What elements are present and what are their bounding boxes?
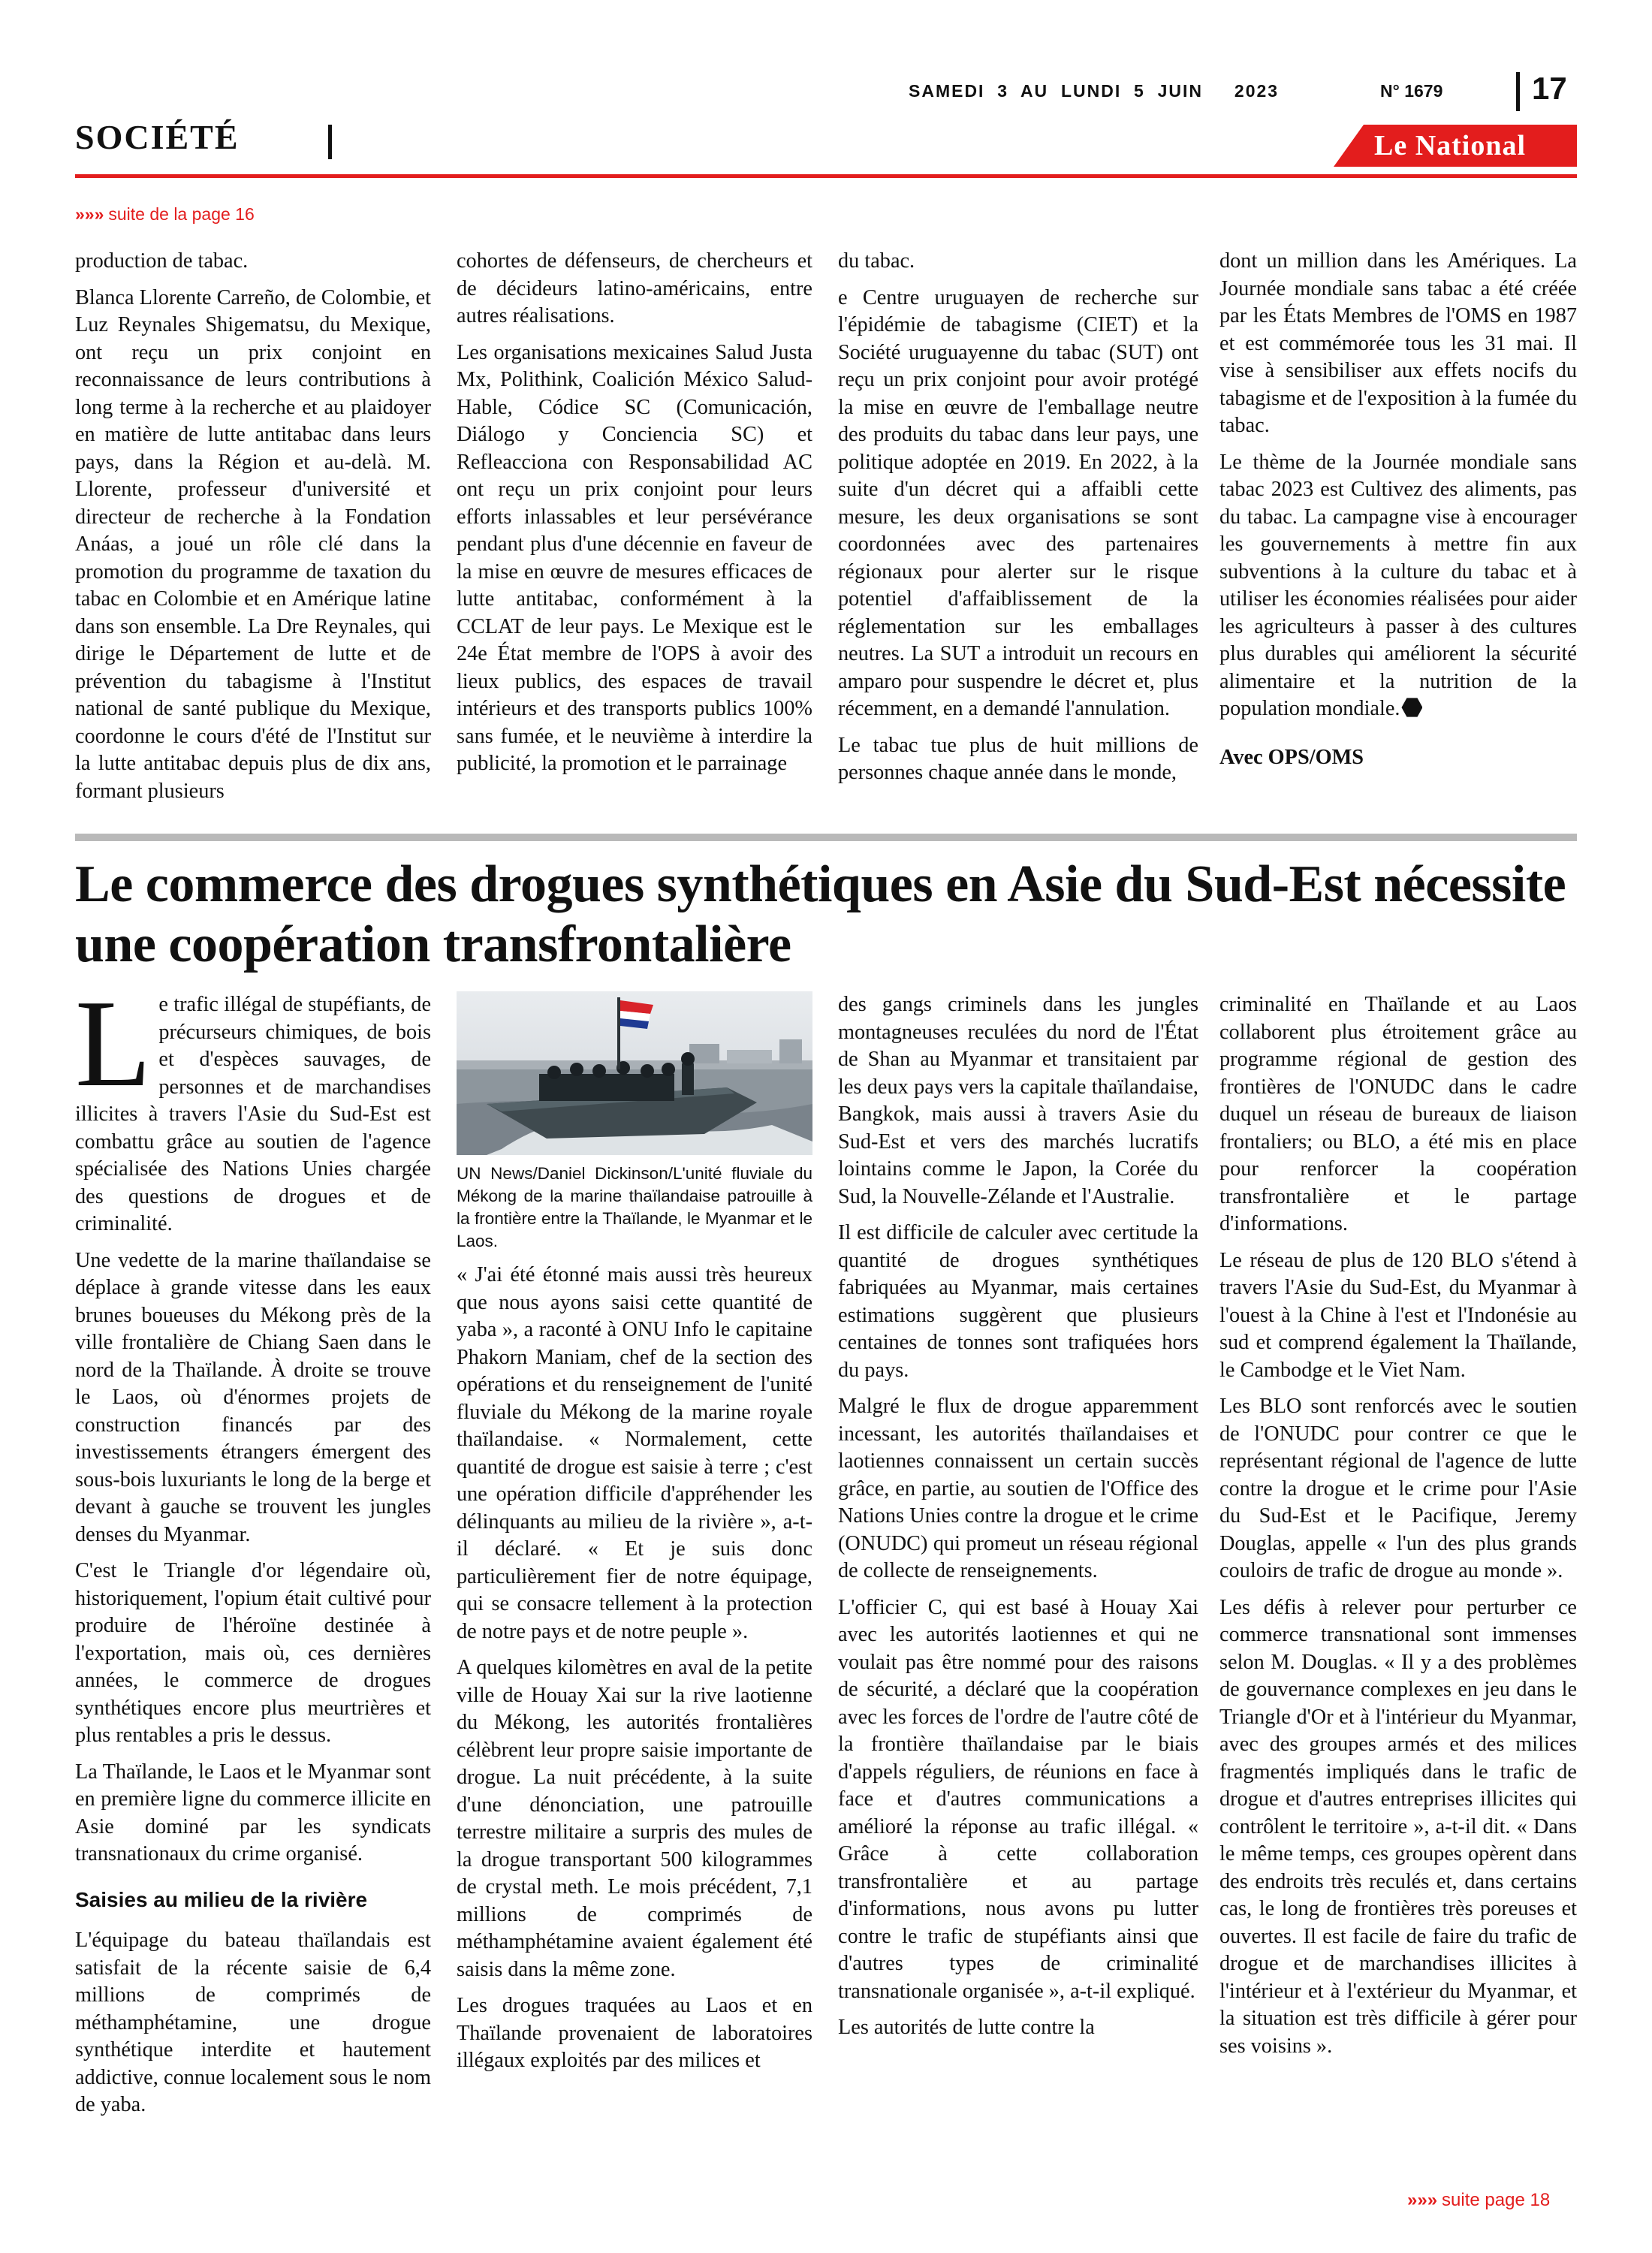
top-article-column-3 [838,248,1198,796]
paragraph-text: Le thème de la Journée mondiale sans tabac 2023 est Cultivez des aliments, pas du tabac. La campagne vise à encourager les gouvernements à mettre fin aux subventions à la culture du tabac et à utiliser les économies réalisées pour aider les agriculteurs à passer à des cultures plus durables qui améliorent la sécurité alimentaire et la nutrition de la population mondiale. [1219,450,1577,720]
paragraph: Les défis à relever pour perturber ce commerce transnational sont immenses selon M. Douglas. « Il y a des problèmes de gouvernance complexes en jeu dans le Triangle d'Or et à l'intérieur du Myanmar, avec des groupes armés et des milices fragmentés impliqués dans le trafic de drogue et d'autres entreprises illicites qui contrôlent le territoire », a-t-il dit. « Dans le même temps, ces groupes opèrent dans des endroits très reculés et, dans certains cas, le long de frontières très poreuses et ouvertes. Il est facile de faire du trafic de drogue et de marchandises illicites à l'intérieur et à l'extérieur du Myanmar, et la situation est très difficile à gérer pour ses voisins ». [1219,1595,1577,2058]
paragraph: Les BLO sont renforcés avec le soutien de l'ONUDC pour contrer ce que le représentant régional de l'agence de lutte contre la drogue et le crime pour l'Asie du Sud-Est et le Pacifique, Jeremy Douglas, appelle « l'un des plus grands couloirs de trafic de drogue au monde ». [1219,1395,1577,1582]
paragraph: du tabac. [838,249,915,273]
issue-date: SAMEDI 3 AU LUNDI 5 JUIN 2023 [909,81,1280,101]
header-divider [1516,72,1520,111]
lead-paragraph [75,974,431,1238]
drop-cap: L [75,974,152,1112]
paragraph: criminalité en Thaïlande et au Laos collaborent plus étroitement grâce au programme régional de gestion des frontières de l'ONUDC dans le cadre duquel un réseau de bureaux de liaison frontaliers; ou BLO, a été mis en place pour renforcer la coopération transfrontalière et le partage d'informations. [1219,993,1577,1235]
brand-name: Le National [1374,130,1527,161]
section-title: SOCIÉTÉ [75,118,240,156]
header-rule [75,174,1577,178]
paragraph: Une vedette de la marine thaïlandaise se déplace à grande vitesse dans les eaux brunes boueuses du Mékong près de la ville frontalière de Chiang Saen dans le nord de la Thaïlande. À droite se trouve le Laos, où d'énormes projets de construction financés par des investissements étrangers émergent des sous-bois luxuriants le long de la berge et devant à gauche se trouvent les jungles denses du Myanmar. [75,1248,431,1546]
main-article-column-3 [838,991,1198,2051]
paragraph: C'est le Triangle d'or légendaire où, historiquement, l'opium était cultivé pour produire de l'héroïne destinée à l'exportation, mais où, ces dernières années, le commerce de drogues synthétiques encore plus meurtrières et plus rentables a pris le dessus. [75,1559,431,1747]
main-article-column-4 [1219,991,1577,2069]
continued-arrows: »»» [75,204,104,224]
paragraph: dont un million dans les Amériques. La Journée mondiale sans tabac a été créée par les États Membres de l'OMS en 1987 et est commémorée tous les 31 mai. Il vise à sensibiliser aux effets nocifs du tabagisme et de l'exposition à la fumée du tabac. [1219,249,1577,437]
top-article-column-1 [75,248,431,814]
continued-from-text: suite de la page 16 [108,204,255,224]
paragraph-with-end-mark [1219,449,1577,723]
paragraph: L'officier C, qui est basé à Houay Xai avec les autorités laotiennes et qui ne voulait pas être nommé pour des raisons de sécurité, a déclaré que la coopération avec les forces de l'ordre de l'autre côté de la frontière thaïlandaise par le biais d'appels réguliers, de réunions en face à face et d'autres communications a amélioré la réponse au trafic illégal. « Grâce à cette collaboration transfrontalière et au partage d'informations, nous avons pu lutter contre le trafic de stupéfiants ainsi que d'autres types de criminalité transnationale organisée », a-t-il expliqué. [838,1595,1198,2003]
article-end-icon [1401,697,1422,718]
article-headline: Le commerce des drogues synthétiques en Asie du Sud-Est nécessite une coopération transfrontalière [75,855,1566,973]
paragraph: L'équipage du bateau thaïlandais est satisfait de la récente saisie de 6,4 millions de comprimés de méthamphétamine, une drogue synthétique interdite et hautement addictive, connue localement sous le nom de yaba. [75,1929,431,2116]
paragraph: La Thaïlande, le Laos et le Myanmar sont en première ligne du commerce illicite en Asie dominé par les syndicats transnationaux du crime organisé. [75,1760,431,1865]
paragraph: Il est difficile de calculer avec certitude la quantité de drogues synthétiques fabriquées au Myanmar, mais certaines estimations suggèrent que plusieurs centaines de tonnes sont trafiquées hors du pays. [838,1221,1198,1382]
patrol-boat-illustration [457,991,812,1155]
article-separator [75,834,1577,841]
paragraph: Les organisations mexicaines Salud Justa Mx, Polithink, Coalición México Salud-Hable, Códice SC (Comunicación, Diálogo y Conciencia SC) et Refleacciona con Responsabilidad AC ont reçu un prix conjoint pour leurs efforts inlassables et leur persévérance pendant plus d'une décennie en faveur de la mise en œuvre de mesures efficaces de lutte antitabac, conformément à la CCLAT de leur pays. Le Mexique est le 24e État membre de l'OPS à avoir des lieux publics, des espaces de travail intérieurs et des transports publics 100% sans fumée, et le neuvième à interdire la publicité, la promotion et le parrainage [457,340,812,775]
paragraph: Blanca Llorente Carreño, de Colombie, et Luz Reynales Shigematsu, du Mexique, ont reçu un prix conjoint en reconnaissance de leurs contributions à long terme à la recherche et au plaidoyer en matière de lutte antitabac dans leurs pays, dans la Région et au-delà. M. Llorente, professeur d'université et directeur de recherche à la Fondation Anáas, a joué un rôle clé dans la promotion du programme de taxation du tabac en Colombie et en Amérique latine dans son ensemble. La Dre Reynales, qui dirige le Département de lutte et de prévention du tabagisme à l'Institut national de santé publique du Mexique, coordonne le cours d'été de l'Institut sur la lutte antitabac depuis plus de dix ans, formant plusieurs [75,285,431,803]
paragraph: Les drogues traquées au Laos et en Thaïlande provenaient de laboratoires illégaux exploités par des milices et [457,1994,812,2072]
top-article-column-2 [457,248,812,787]
issue-number: N° 1679 [1380,81,1443,101]
paragraph: Le tabac tue plus de huit millions de personnes chaque année dans le monde, [838,733,1198,784]
continued-arrows: »»» [1407,2190,1438,2210]
section-subheading: Saisies au milieu de la rivière [75,1887,368,1911]
paragraph: des gangs criminels dans les jungles montagneuses reculées du nord de l'État de Shan au Myanmar et transitaient par les deux pays vers la capitale thaïlandaise, Bangkok, mais aussi à travers Asie du Sud-Est et vers des marchés lucratifs lointains comme le Japon, la Corée du Sud, la Nouvelle-Zélande et l'Australie. [838,993,1198,1208]
photo-caption: UN News/Daniel Dickinson/L'unité fluviale du Mékong de la marine thaïlandaise patrouille à la frontière entre la Thaïlande, le Myanmar et le Laos. [457,1164,812,1250]
paragraph: Malgré le flux de drogue apparemment incessant, les autorités thaïlandaises et laotiennes connaissent un certain succès grâce, en partie, au soutien de l'Office des Nations Unies contre la drogue et le crime (ONUDC) qui promeut un réseau régional de collecte de renseignements. [838,1395,1198,1582]
article-signature: Avec OPS/OMS [1219,745,1364,769]
top-article-column-4 [1219,248,1577,780]
paragraph: A quelques kilomètres en aval de la petite ville de Houay Xai sur la rive laotienne du Mékong, les autorités frontalières célèbrent leur propre saisie importante de drogue. La nuit précédente, à la suite d'une dénonciation, une patrouille terrestre militaire a surpris des mules de la drogue transportant 500 kilogrammes de crystal meth. Le mois précédent, 7,1 millions de comprimés de méthamphétamine avaient également été saisis dans la même zone. [457,1656,812,1981]
paragraph: e Centre uruguayen de recherche sur l'épidémie de tabagisme (CIET) et la Société uruguayenne du tabac (SUT) ont reçu un prix conjoint pour avoir protégé la mise en œuvre de l'emballage neutre des produits du tabac dans leur pays, une politique adoptée en 2019. En 2022, à la suite d'un décret qui a affaibli cette mesure, les deux organisations se sont coordonnées avec des partenaires régionaux pour alerter sur le risque potentiel d'affaiblissement de la réglementation sur les emballages neutres. La SUT a introduit un recours en amparo pour suspendre le décret et, plus récemment, en a demandé l'annulation. [838,285,1198,720]
patrol-boat-photo [457,991,812,1155]
continued-to-link[interactable] [1407,2190,1550,2211]
paragraph: Les autorités de lutte contre la [838,2016,1095,2039]
lead-text: e trafic illégal de stupéfiants, de précurseurs chimiques, de bois et d'espèces sauvages, de personnes et de marchandises illicites à travers l'Asie du Sud-Est est combattu grâce au soutien de l'agence spécialisée des Nations Unies chargée des questions de drogues et de criminalité. [75,993,431,1235]
continued-to-text: suite page 18 [1442,2190,1551,2210]
paragraph: « J'ai été étonné mais aussi très heureux que nous ayons saisi cette quantité de yaba », a raconté à ONU Info le capitaine Phakorn Maniam, chef de la section des opérations et du renseignement de l'unité fluviale du Mékong de la marine royale thaïlandaise. « Normalement, cette quantité de drogue est saisie à terre ; c'est une opération difficile d'appréhender les délinquants au milieu de la rivière », a-t-il déclaré. « Et je suis donc particulièrement fier de notre équipage, qui se consacre tellement à la protection de notre pays et de notre peuple ». [457,1263,812,1643]
main-article-column-2 [457,991,812,2084]
main-article-column-1 [75,974,431,2128]
continued-from-link[interactable] [75,204,255,225]
section-divider [328,125,332,159]
paragraph: Le réseau de plus de 120 BLO s'étend à travers l'Asie du Sud-Est, du Myanmar à l'ouest à la Chine à l'est et l'Indonésie au sud et comprend également la Thaïlande, le Cambodge et le Viet Nam. [1219,1248,1577,1382]
paragraph: production de tabac. [75,249,249,273]
page-number: 17 [1532,71,1567,106]
paragraph: cohortes de défenseurs, de chercheurs et de décideurs latino-américains, entre autres réalisations. [457,249,812,327]
